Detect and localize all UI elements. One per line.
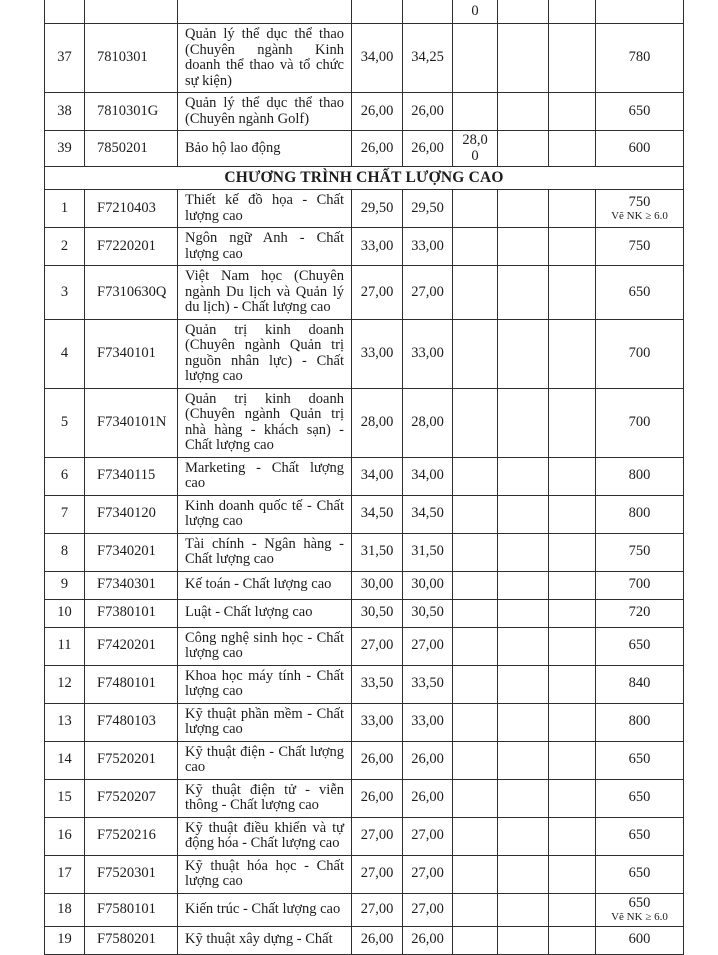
benchmark-score-1-cell: 33,00 [352,319,403,388]
empty-cell [498,665,549,703]
benchmark-score-3-cell [453,741,498,779]
tuition-fee-cell [596,190,684,228]
benchmark-score-2-cell: 31,50 [403,533,453,571]
tuition-fee-cell [596,228,684,266]
benchmark-score-2-cell: 30,00 [403,571,453,599]
table-row [45,627,684,665]
table-row [45,388,684,457]
tuition-fee-cell [596,457,684,495]
tuition-fee-cell [596,779,684,817]
code-cell: 7850201 [85,131,178,167]
code-cell: F7340115 [85,457,178,495]
benchmark-score-3-cell [453,571,498,599]
table-row [45,319,684,388]
tuition-fee-cell [596,495,684,533]
program-name-cell: Quản lý thể dục thể thao (Chuyên ngành Kinh doanh thể thao và tổ chức sự kiện) [178,24,352,93]
empty-cell [498,893,549,926]
empty-cell [549,599,596,627]
benchmark-score-2-cell: 27,00 [403,855,453,893]
stt-cell: 12 [45,665,85,703]
benchmark-score-1-cell [352,0,403,24]
tuition-fee-cell [596,665,684,703]
stt-cell: 6 [45,457,85,495]
benchmark-score-3-cell [453,779,498,817]
code-cell: 7810301 [85,24,178,93]
stt-cell: 19 [45,926,85,954]
program-name-cell: Kỹ thuật điện - Chất lượng cao [178,741,352,779]
program-name-cell: Quản lý thể dục thể thao (Chuyên ngành Golf) [178,93,352,131]
stt-cell: 5 [45,388,85,457]
benchmark-score-2-cell [403,0,453,24]
fee-value: 650 [628,751,651,768]
table-row [45,131,684,167]
benchmark-score-2-cell: 26,00 [403,741,453,779]
empty-cell [498,319,549,388]
table-row [45,599,684,627]
empty-cell [549,0,596,24]
tuition-fee-cell [596,741,684,779]
fee-value: 750 [628,237,651,254]
empty-cell [549,741,596,779]
empty-cell [549,228,596,266]
empty-cell [549,533,596,571]
empty-cell [549,319,596,388]
program-name-cell: Thiết kế đồ họa - Chất lượng cao [178,190,352,228]
fee-value: 600 [628,931,651,948]
table-row [45,817,684,855]
code-cell: F7340101N [85,388,178,457]
empty-cell [549,388,596,457]
tuition-fee-cell [596,893,684,926]
fee-value: 700 [628,576,651,593]
empty-cell [549,190,596,228]
program-name-cell: Kỹ thuật xây dựng - Chất [178,926,352,954]
empty-cell [498,599,549,627]
table-row [45,93,684,131]
table-row [45,495,684,533]
empty-cell [498,0,549,24]
benchmark-score-2-cell: 30,50 [403,599,453,627]
empty-cell [498,533,549,571]
benchmark-score-1-cell: 27,00 [352,817,403,855]
stt-cell: 15 [45,779,85,817]
empty-cell [498,926,549,954]
fee-value: 650 [628,865,651,882]
table-row [45,665,684,703]
empty-cell [498,131,549,167]
program-name-cell: Kinh doanh quốc tế - Chất lượng cao [178,495,352,533]
benchmark-score-1-cell: 28,00 [352,388,403,457]
benchmark-score-1-cell: 31,50 [352,533,403,571]
program-name-cell: Luật - Chất lượng cao [178,599,352,627]
benchmark-score-1-cell: 27,00 [352,893,403,926]
tuition-fee-cell [596,266,684,320]
empty-cell [498,779,549,817]
code-cell: F7520201 [85,741,178,779]
stt-cell: 18 [45,893,85,926]
program-name-cell: Kỹ thuật điện tử - viễn thông - Chất lượng cao [178,779,352,817]
table-row [45,855,684,893]
benchmark-score-2-cell: 27,00 [403,817,453,855]
benchmark-score-2-cell: 33,00 [403,703,453,741]
code-cell [85,0,178,24]
table-row [45,703,684,741]
benchmark-score-3-cell [453,627,498,665]
benchmark-score-3-cell [453,266,498,320]
fee-value: 780 [628,49,651,66]
benchmark-score-3-cell [453,319,498,388]
tuition-fee-cell [596,0,684,24]
program-name-cell: Ngôn ngữ Anh - Chất lượng cao [178,228,352,266]
empty-cell [498,388,549,457]
fee-note: Vẽ NK ≥ 6.0 [611,210,668,222]
tuition-fee-cell [596,855,684,893]
fee-value: 700 [628,413,651,430]
table-row [45,24,684,93]
tuition-fee-cell [596,817,684,855]
code-cell: F7480103 [85,703,178,741]
benchmark-score-3-cell [453,855,498,893]
code-cell: F7580201 [85,926,178,954]
program-name-cell: Tài chính - Ngân hàng - Chất lượng cao [178,533,352,571]
empty-cell [498,228,549,266]
benchmark-score-1-cell: 27,00 [352,627,403,665]
empty-cell [549,855,596,893]
benchmark-score-2-cell: 26,00 [403,93,453,131]
code-cell: F7220201 [85,228,178,266]
benchmark-score-2-cell: 26,00 [403,131,453,167]
benchmark-score-1-cell: 29,50 [352,190,403,228]
code-cell: F7480101 [85,665,178,703]
tuition-fee-cell [596,388,684,457]
fee-value: 600 [628,139,651,156]
empty-cell [549,926,596,954]
benchmark-score-3-cell: 0 [453,0,498,24]
code-cell: F7420201 [85,627,178,665]
stt-cell: 1 [45,190,85,228]
empty-cell [549,266,596,320]
program-name-cell: Việt Nam học (Chuyên ngành Du lịch và Quản lý du lịch) - Chất lượng cao [178,266,352,320]
empty-cell [549,703,596,741]
benchmark-score-1-cell: 26,00 [352,131,403,167]
empty-cell [549,817,596,855]
benchmark-score-2-cell: 27,00 [403,893,453,926]
tuition-fee-cell [596,93,684,131]
program-name-cell: Kỹ thuật hóa học - Chất lượng cao [178,855,352,893]
fee-value: 750 [628,193,651,210]
fee-value: 650 [628,283,651,300]
benchmark-score-2-cell: 27,00 [403,266,453,320]
code-cell: F7520216 [85,817,178,855]
stt-cell: 3 [45,266,85,320]
code-cell: F7520301 [85,855,178,893]
benchmark-score-2-cell: 34,00 [403,457,453,495]
table-row [45,893,684,926]
fee-value: 700 [628,344,651,361]
fee-note: Vẽ NK ≥ 6.0 [611,911,668,923]
code-cell: F7310630Q [85,266,178,320]
stt-cell: 8 [45,533,85,571]
table-body [45,0,684,954]
benchmark-score-3-cell [453,533,498,571]
benchmark-score-1-cell: 33,00 [352,703,403,741]
empty-cell [498,457,549,495]
empty-cell [549,627,596,665]
fee-value: 800 [628,467,651,484]
table-row [45,779,684,817]
tuition-fee-cell [596,599,684,627]
empty-cell [549,131,596,167]
benchmark-score-2-cell: 28,00 [403,388,453,457]
table-row [45,741,684,779]
empty-cell [549,495,596,533]
benchmark-score-3-cell [453,495,498,533]
fee-value: 650 [628,894,651,911]
fee-value: 650 [628,637,651,654]
empty-cell [549,457,596,495]
empty-cell [498,495,549,533]
program-name-cell: Kỹ thuật điều khiển và tự động hóa - Chất lượng cao [178,817,352,855]
stt-cell: 39 [45,131,85,167]
program-name-cell: Quản trị kinh doanh (Chuyên ngành Quản trị nguồn nhân lực) - Chất lượng cao [178,319,352,388]
stt-cell: 14 [45,741,85,779]
benchmark-score-2-cell: 34,25 [403,24,453,93]
fee-value: 720 [628,604,651,621]
table-row [45,571,684,599]
section-header: CHƯƠNG TRÌNH CHẤT LƯỢNG CAO [45,167,684,190]
empty-cell [549,24,596,93]
empty-cell [498,627,549,665]
fee-value: 650 [628,827,651,844]
program-name-cell: Công nghệ sinh học - Chất lượng cao [178,627,352,665]
empty-cell [498,93,549,131]
table-row [45,266,684,320]
benchmark-score-1-cell: 34,00 [352,24,403,93]
benchmark-score-1-cell: 26,00 [352,779,403,817]
empty-cell [498,855,549,893]
table-row [45,926,684,954]
stt-cell: 9 [45,571,85,599]
empty-cell [549,93,596,131]
empty-cell [549,571,596,599]
partial-row [45,0,684,24]
benchmark-score-3-cell [453,190,498,228]
fee-value: 650 [628,789,651,806]
stt-cell: 2 [45,228,85,266]
fee-value: 650 [628,102,651,119]
fee-value: 840 [628,675,651,692]
program-name-cell: Kiến trúc - Chất lượng cao [178,893,352,926]
fee-value: 750 [628,543,651,560]
table-row [45,190,684,228]
benchmark-score-1-cell: 34,00 [352,457,403,495]
tuition-fee-cell [596,131,684,167]
benchmark-score-2-cell: 33,00 [403,319,453,388]
benchmark-score-3-cell: 28,00 [453,131,498,167]
benchmark-score-1-cell: 33,00 [352,228,403,266]
benchmark-score-2-cell: 34,50 [403,495,453,533]
tuition-fee-cell [596,571,684,599]
stt-cell: 7 [45,495,85,533]
tuition-fee-cell [596,627,684,665]
stt-cell: 13 [45,703,85,741]
stt-cell: 38 [45,93,85,131]
stt-cell [45,0,85,24]
program-name-cell: Marketing - Chất lượng cao [178,457,352,495]
code-cell: F7340101 [85,319,178,388]
benchmark-score-3-cell [453,599,498,627]
benchmark-score-3-cell [453,93,498,131]
tuition-fee-cell [596,319,684,388]
benchmark-score-2-cell: 33,50 [403,665,453,703]
benchmark-score-2-cell: 29,50 [403,190,453,228]
empty-cell [498,190,549,228]
empty-cell [498,817,549,855]
program-name-cell: Khoa học máy tính - Chất lượng cao [178,665,352,703]
table-row [45,533,684,571]
empty-cell [498,24,549,93]
code-cell: F7520207 [85,779,178,817]
code-cell: F7580101 [85,893,178,926]
table-row [45,228,684,266]
benchmark-score-3-cell [453,926,498,954]
fee-value: 800 [628,713,651,730]
stt-cell: 11 [45,627,85,665]
tuition-fee-cell [596,24,684,93]
stt-cell: 17 [45,855,85,893]
tuition-fee-cell [596,533,684,571]
benchmark-score-3-cell [453,457,498,495]
benchmark-score-1-cell: 27,00 [352,266,403,320]
empty-cell [498,266,549,320]
empty-cell [549,779,596,817]
program-name-cell: Kế toán - Chất lượng cao [178,571,352,599]
benchmark-score-2-cell: 33,00 [403,228,453,266]
table-row [45,457,684,495]
empty-cell [498,571,549,599]
benchmark-score-3-cell [453,24,498,93]
benchmark-score-3-cell [453,228,498,266]
empty-cell [498,703,549,741]
benchmark-score-1-cell: 30,00 [352,571,403,599]
stt-cell: 16 [45,817,85,855]
fee-value: 800 [628,505,651,522]
section-header-row [45,167,684,190]
tuition-fee-cell [596,703,684,741]
benchmark-score-3-cell [453,703,498,741]
empty-cell [498,741,549,779]
program-name-cell: Bảo hộ lao động [178,131,352,167]
benchmark-score-1-cell: 26,00 [352,93,403,131]
benchmark-score-2-cell: 27,00 [403,627,453,665]
benchmark-score-2-cell: 26,00 [403,926,453,954]
tuition-fee-cell [596,926,684,954]
code-cell: F7210403 [85,190,178,228]
stt-cell: 10 [45,599,85,627]
code-cell: F7340120 [85,495,178,533]
stt-cell: 37 [45,24,85,93]
code-cell: F7340301 [85,571,178,599]
program-name-cell [178,0,352,24]
code-cell: F7340201 [85,533,178,571]
program-name-cell: Quản trị kinh doanh (Chuyên ngành Quản trị nhà hàng - khách sạn) - Chất lượng cao [178,388,352,457]
benchmark-score-3-cell [453,388,498,457]
benchmark-score-1-cell: 30,50 [352,599,403,627]
benchmark-score-1-cell: 26,00 [352,926,403,954]
empty-cell [549,893,596,926]
benchmark-score-2-cell: 26,00 [403,779,453,817]
code-cell: F7380101 [85,599,178,627]
benchmark-score-3-cell [453,817,498,855]
program-name-cell: Kỹ thuật phần mềm - Chất lượng cao [178,703,352,741]
benchmark-score-1-cell: 26,00 [352,741,403,779]
benchmark-score-3-cell [453,893,498,926]
benchmark-score-1-cell: 34,50 [352,495,403,533]
benchmark-score-1-cell: 27,00 [352,855,403,893]
stt-cell: 4 [45,319,85,388]
code-cell: 7810301G [85,93,178,131]
admission-score-table [44,0,684,955]
benchmark-score-1-cell: 33,50 [352,665,403,703]
empty-cell [549,665,596,703]
benchmark-score-3-cell [453,665,498,703]
